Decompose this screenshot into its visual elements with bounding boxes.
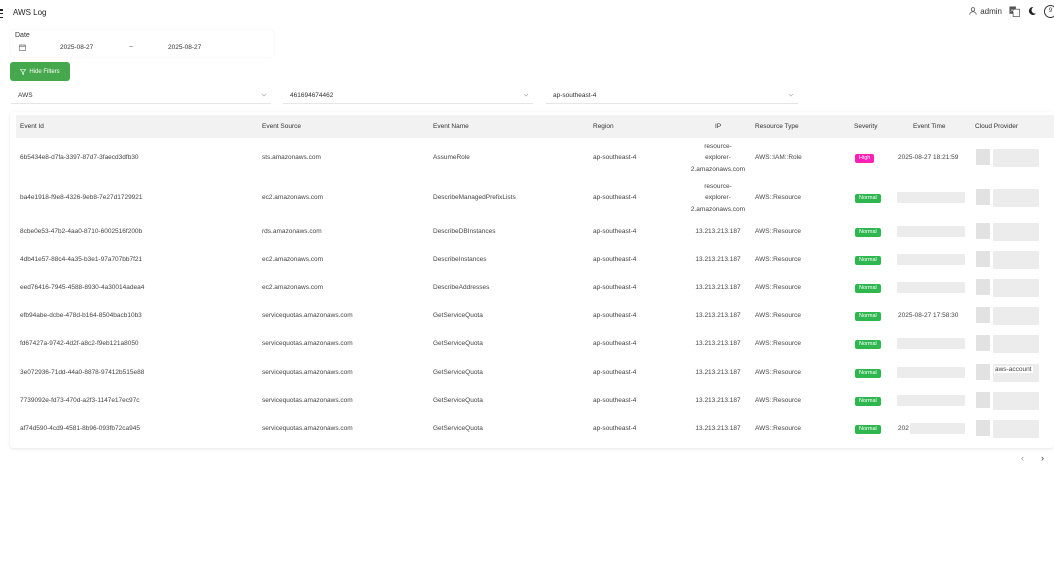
col-event-id[interactable]: Event Id: [20, 123, 44, 130]
col-cloud-provider[interactable]: Cloud Provider: [975, 123, 1018, 130]
menu-icon[interactable]: [0, 9, 3, 18]
event-source-cell: rds.amazonaws.com: [262, 228, 322, 235]
event-name-cell: DescribeManagedPrefixLists: [433, 194, 516, 201]
redacted-block: [910, 423, 965, 434]
hide-filters-label: Hide Filters: [29, 68, 60, 75]
ip-line: 13.213.213.187: [695, 284, 741, 292]
event-source-cell: servicequotas.amazonaws.com: [262, 369, 353, 376]
severity-badge: High: [855, 154, 874, 163]
date-separator: ~: [129, 44, 134, 51]
severity-badge: Normal: [855, 312, 881, 321]
translate-icon[interactable]: [1009, 6, 1020, 17]
severity-badge: Normal: [855, 340, 881, 349]
event-source-cell: ec2.amazonaws.com: [262, 194, 324, 201]
chevron-down-icon: [523, 92, 529, 98]
severity-badge: Normal: [855, 369, 881, 378]
region-cell: ap-southeast-4: [593, 312, 637, 319]
account-select[interactable]: [283, 87, 533, 104]
header-actions: [969, 4, 1054, 18]
redacted-block: [976, 223, 990, 239]
redacted-block: [897, 338, 965, 349]
event-name-cell: GetServiceQuota: [433, 312, 483, 319]
redacted-block: [976, 335, 990, 351]
region-select-value: ap-southeast-4: [553, 91, 597, 99]
event-table: [10, 112, 1054, 448]
ip-line: 13.213.213.187: [695, 425, 741, 433]
ip-cell: [688, 367, 748, 379]
svg-text:A: A: [1010, 7, 1014, 13]
redacted-block: [993, 223, 1039, 241]
ip-line: resource-: [704, 142, 732, 150]
event-source-cell: servicequotas.amazonaws.com: [262, 340, 353, 347]
ip-line: 13.213.213.187: [695, 397, 741, 405]
event-source-cell: servicequotas.amazonaws.com: [262, 397, 353, 404]
provider-select-value: AWS: [18, 91, 33, 99]
region-cell: ap-southeast-4: [593, 369, 637, 376]
app-header: [0, 0, 1054, 26]
resource-type-cell: AWS::Resource: [755, 369, 801, 376]
ip-cell: [688, 141, 748, 176]
col-severity[interactable]: Severity: [854, 123, 878, 130]
event-name-cell: DescribeDBInstances: [433, 228, 496, 235]
region-cell: ap-southeast-4: [593, 228, 637, 235]
resource-type-cell: AWS::Resource: [755, 284, 801, 291]
severity-badge: Normal: [855, 425, 881, 434]
event-id-cell[interactable]: ba4e1918-f9e8-4326-9eb8-7e27d1729921: [20, 194, 143, 201]
user-icon: [969, 7, 977, 15]
event-id-cell[interactable]: 3e072936-71dd-44a0-8878-97412b515e88: [20, 369, 145, 376]
ip-cell: [688, 423, 748, 435]
redacted-block: [976, 149, 990, 165]
calendar-icon: [19, 44, 26, 51]
pagination-next-button[interactable]: ›: [1041, 453, 1044, 463]
region-select[interactable]: [546, 87, 798, 104]
hide-filters-button[interactable]: [10, 62, 70, 81]
avatar[interactable]: 9: [1044, 5, 1054, 18]
col-region[interactable]: Region: [593, 123, 614, 130]
ip-cell: [688, 282, 748, 294]
region-cell: ap-southeast-4: [593, 340, 637, 347]
severity-badge: Normal: [855, 256, 881, 265]
ip-line: explorer-: [705, 154, 731, 162]
event-id-cell[interactable]: efb94abe-dcbe-478d-b164-8504bacb10b3: [20, 312, 142, 319]
event-name-cell: DescribeAddresses: [433, 284, 490, 291]
ip-line: 13.213.213.187: [695, 312, 741, 320]
col-ip[interactable]: IP: [715, 123, 722, 130]
event-name-cell: AssumeRole: [433, 154, 470, 161]
col-resource-type[interactable]: Resource Type: [755, 123, 799, 130]
username: admin: [980, 6, 1002, 16]
ip-cell: [688, 338, 748, 350]
event-source-cell: servicequotas.amazonaws.com: [262, 312, 353, 319]
event-source-cell: ec2.amazonaws.com: [262, 256, 324, 263]
provider-select[interactable]: [11, 87, 271, 104]
resource-type-cell: AWS::Resource: [755, 256, 801, 263]
resource-type-cell: AWS::Resource: [755, 312, 801, 319]
redacted-block: [993, 307, 1039, 325]
event-source-cell: servicequotas.amazonaws.com: [262, 425, 353, 432]
date-end-input[interactable]: 2025-08-27: [168, 44, 202, 51]
severity-badge: Normal: [855, 194, 881, 203]
cloud-provider-cell: aws-account: [995, 366, 1032, 373]
event-time-cell: 202: [898, 425, 909, 432]
redacted-block: [993, 189, 1039, 207]
event-time-cell: 2025-08-27 18:21:59: [898, 154, 959, 161]
event-id-cell[interactable]: 4db41e57-88c4-4a35-b3e1-97a707bb7f21: [20, 256, 143, 263]
redacted-block: [993, 279, 1039, 297]
event-id-cell[interactable]: 7739092e-fd73-470d-a2f3-1147e17ec97c: [20, 397, 140, 404]
date-start-input[interactable]: 2025-08-27: [60, 44, 94, 51]
severity-badge: Normal: [855, 284, 881, 293]
redacted-block: [897, 226, 965, 237]
col-event-time[interactable]: Event Time: [913, 123, 946, 130]
pagination-prev-button[interactable]: ‹: [1021, 453, 1024, 463]
event-id-cell[interactable]: eed76416-7945-4588-8930-4a30014adea4: [20, 284, 145, 291]
ip-line: 13.213.213.187: [695, 256, 741, 264]
event-id-cell[interactable]: af74d590-4cd9-4581-8b96-093fb72ca945: [20, 425, 140, 432]
redacted-block: [897, 367, 965, 378]
event-source-cell: ec2.amazonaws.com: [262, 284, 324, 291]
redacted-block: [976, 189, 990, 205]
region-cell: ap-southeast-4: [593, 397, 637, 404]
resource-type-cell: AWS::Resource: [755, 340, 801, 347]
user-menu[interactable]: [969, 7, 1002, 16]
table-header: [16, 115, 1054, 138]
moon-icon[interactable]: [1027, 6, 1037, 16]
event-name-cell: GetServiceQuota: [433, 369, 483, 376]
date-range-filter: [10, 30, 274, 57]
redacted-block: [976, 392, 990, 408]
redacted-block: [993, 335, 1039, 353]
ip-cell: [688, 310, 748, 322]
col-event-source[interactable]: Event Source: [262, 123, 302, 130]
ip-line: 2.amazonaws.com: [690, 205, 746, 213]
account-select-value: 461694674462: [290, 91, 334, 99]
region-cell: ap-southeast-4: [593, 425, 637, 432]
resource-type-cell: AWS::Resource: [755, 425, 801, 432]
redacted-block: [993, 149, 1039, 167]
chevron-down-icon: [261, 92, 267, 98]
ip-line: resource-: [704, 182, 732, 190]
redacted-block: [897, 192, 965, 203]
region-cell: ap-southeast-4: [593, 284, 637, 291]
redacted-block: [993, 392, 1039, 410]
ip-line: 13.213.213.187: [695, 369, 741, 377]
filter-icon: [20, 69, 26, 75]
event-name-cell: GetServiceQuota: [433, 397, 483, 404]
redacted-block: [976, 364, 990, 380]
date-label: Date: [15, 32, 30, 39]
ip-cell: [688, 181, 748, 216]
region-cell: ap-southeast-4: [593, 256, 637, 263]
resource-type-cell: AWS::Resource: [755, 397, 801, 404]
event-name-cell: DescribeInstances: [433, 256, 487, 263]
ip-cell: [688, 395, 748, 407]
redacted-block: [897, 395, 965, 406]
app-title: AWS Log: [13, 8, 47, 17]
severity-badge: Normal: [855, 228, 881, 237]
ip-cell: [688, 226, 748, 238]
ip-line: 13.213.213.187: [695, 340, 741, 348]
redacted-block: [976, 307, 990, 323]
event-time-cell: 2025-08-27 17:58:30: [898, 312, 959, 319]
col-event-name[interactable]: Event Name: [433, 123, 469, 130]
event-id-cell[interactable]: 6b5434e8-d7fa-3397-87d7-3faecd3dfb30: [20, 154, 139, 161]
event-name-cell: GetServiceQuota: [433, 425, 483, 432]
resource-type-cell: AWS::Resource: [755, 194, 801, 201]
ip-line: 13.213.213.187: [695, 228, 741, 236]
redacted-block: [993, 420, 1039, 438]
event-id-cell[interactable]: 8cbe0e53-47b2-4aa0-8710-6002516f200b: [20, 228, 143, 235]
region-cell: ap-southeast-4: [593, 194, 637, 201]
ip-line: explorer-: [705, 194, 731, 202]
severity-badge: Normal: [855, 397, 881, 406]
resource-type-cell: AWS::IAM::Role: [755, 154, 802, 161]
resource-type-cell: AWS::Resource: [755, 228, 801, 235]
redacted-block: [976, 279, 990, 295]
redacted-block: [993, 251, 1039, 269]
event-source-cell: sts.amazonaws.com: [262, 154, 321, 161]
ip-line: 2.amazonaws.com: [690, 165, 746, 173]
event-id-cell[interactable]: fd67427a-9742-4d2f-a8c2-f9eb121a8050: [20, 340, 139, 347]
event-name-cell: GetServiceQuota: [433, 340, 483, 347]
chevron-down-icon: [788, 92, 794, 98]
redacted-block: [897, 282, 965, 293]
redacted-block: [976, 420, 990, 436]
region-cell: ap-southeast-4: [593, 154, 637, 161]
ip-cell: [688, 254, 748, 266]
redacted-block: [976, 251, 990, 267]
redacted-block: [897, 254, 965, 265]
